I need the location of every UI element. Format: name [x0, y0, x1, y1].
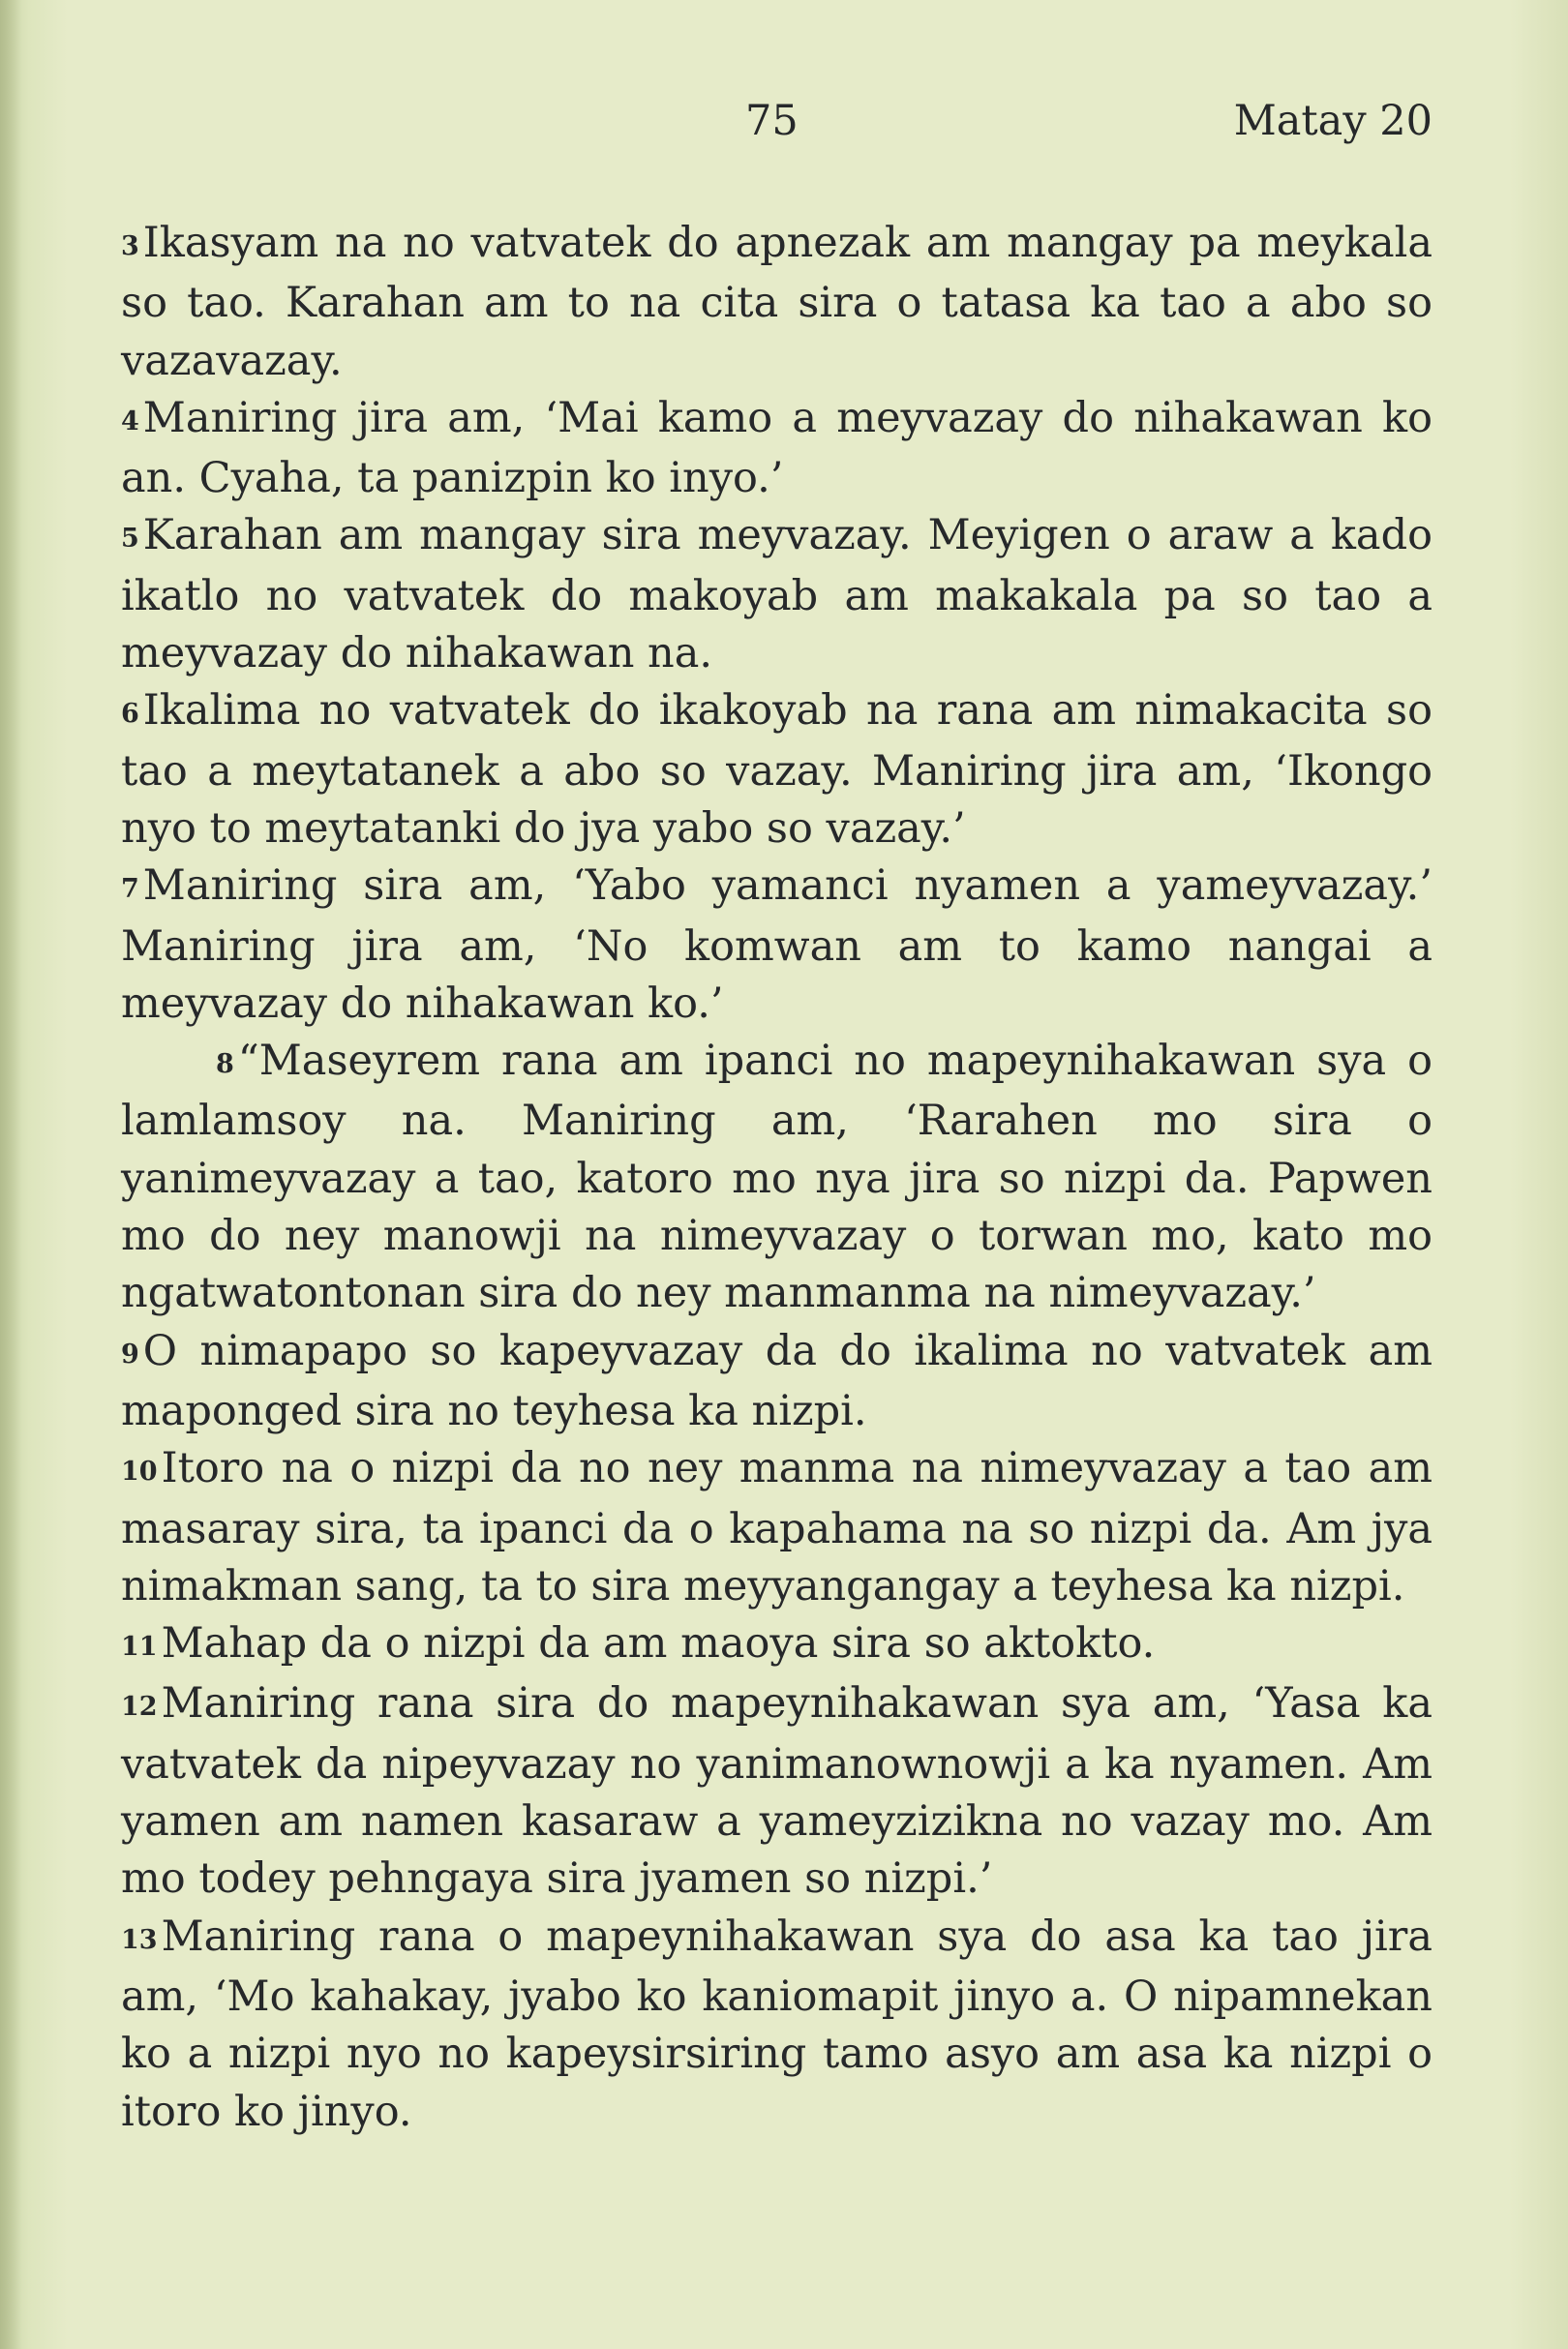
verse-text: Maniring sira am, ‘Yabo yamanci nyamen a yameyvazay.’ Maniring jira am, ‘No komwan am to kamo nangai a meyvazay do nihakawan ko.’	[121, 861, 1432, 1028]
binding-shadow	[0, 0, 21, 2349]
verse-number: 11	[121, 1632, 158, 1663]
verse-12	[121, 1675, 1432, 1908]
verse-number: 4	[121, 406, 139, 437]
verse-6	[121, 682, 1432, 858]
scripture-text	[121, 215, 1432, 2141]
verse-number: 8	[216, 1049, 234, 1080]
page-header	[121, 92, 1432, 150]
verse-8	[121, 1033, 1432, 1322]
verse-text: Ikalima no vatvatek do ikakoyab na rana am nimakacita so tao a meytatanek a abo so vazay. Maniring jira am, ‘Ikongo nyo to meytatanki do jya yabo so vazay.’	[121, 686, 1432, 853]
verse-text: Itoro na o nizpi da no ney manma na nimeyvazay a tao am masaray sira, ta ipanci da o kapahama na so nizpi da. Am jya nimakman sang, ta to sira meyyangangay a teyhesa ka nizpi.	[121, 1444, 1432, 1611]
verse-number: 9	[121, 1339, 139, 1370]
verse-text: Mahap da o nizpi da am maoya sira so aktokto.	[161, 1619, 1156, 1669]
verse-10	[121, 1440, 1432, 1615]
verse-13	[121, 1909, 1432, 2141]
verse-text: Maniring jira am, ‘Mai kamo a meyvazay do nihakawan ko an. Cyaha, ta panizpin ko inyo.’	[121, 393, 1432, 503]
verse-number: 3	[121, 231, 139, 261]
verse-number: 6	[121, 699, 139, 730]
verse-text: Maniring rana o mapeynihakawan sya do asa ka tao jira am, ‘Mo kahakay, jyabo ko kaniomapit jinyo a. O nipamnekan ko a nizpi nyo no kapeysirsiring tamo asyo am asa ka nizpi o itoro ko jinyo.	[121, 1912, 1432, 2136]
verse-text: O nimapapo so kapeyvazay da do ikalima no vatvatek am maponged sira no teyhesa ka nizpi.	[121, 1326, 1432, 1435]
verse-number: 7	[121, 874, 139, 905]
verse-text: Ikasyam na no vatvatek do apnezak am mangay pa meykala so tao. Karahan am to na cita sira o tatasa ka tao a abo so vazavazay.	[121, 219, 1432, 385]
verse-number: 10	[121, 1457, 158, 1488]
verse-text: Karahan am mangay sira meyvazay. Meyigen o araw a kado ikatlo no vatvatek do makoyab am makakala pa so tao a meyvazay do nihakawan na.	[121, 511, 1432, 678]
verse-5	[121, 507, 1432, 682]
verse-text: “Maseyrem rana am ipanci no mapeynihakawan sya o lamlamsoy na. Maniring am, ‘Rarahen mo sira o yanimeyvazay a tao, katoro mo nya jira so nizpi da. Papwen mo do ney manowji na nimeyvazay o torwan mo, kato mo ngatwatontonan sira do ney manmanma na nimeyvazay.’	[121, 1037, 1432, 1318]
running-head: Matay 20	[1233, 97, 1432, 145]
verse-11	[121, 1615, 1432, 1675]
page-number: 75	[745, 97, 799, 145]
verse-text: Maniring rana sira do mapeynihakawan sya am, ‘Yasa ka vatvatek da nipeyvazay no yanimanownowji a ka nyamen. Am yamen am namen kasaraw a yameyzizikna no vazay mo. Am mo todey pehngaya sira jyamen so nizpi.’	[121, 1679, 1432, 1904]
verse-number: 12	[121, 1692, 158, 1723]
verse-number: 5	[121, 524, 139, 555]
verse-7	[121, 858, 1432, 1033]
verse-4	[121, 390, 1432, 508]
verse-3	[121, 215, 1432, 390]
verse-9	[121, 1323, 1432, 1441]
verse-number: 13	[121, 1924, 158, 1955]
